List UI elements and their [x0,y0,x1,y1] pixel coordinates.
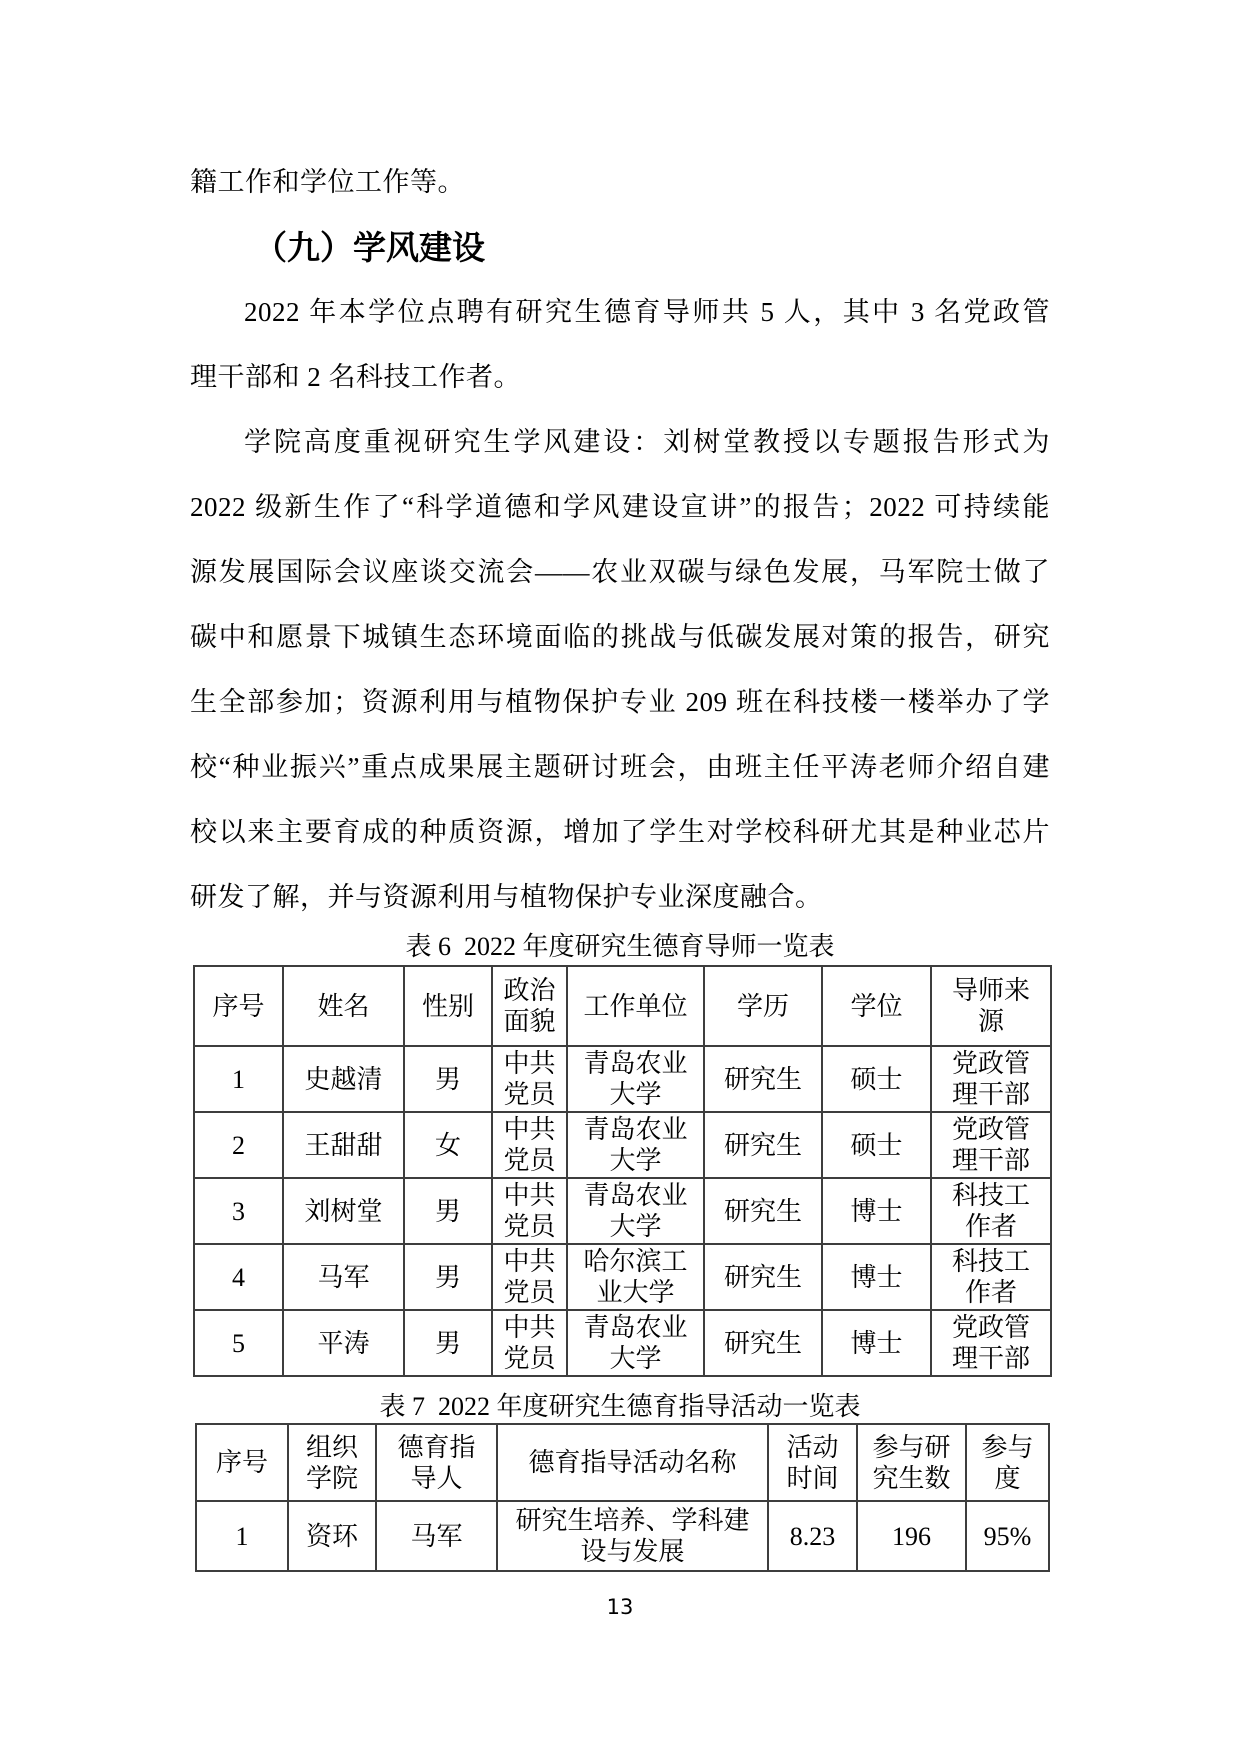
table7-caption: 表 7 2022 年度研究生德育指导活动一览表 [379,1392,861,1421]
table7-header-cell: 德育指导活动名称 [497,1424,768,1501]
paragraph-line: 生全部参加；资源利用与植物保护专业 209 班在科技楼一楼举办了学 [190,687,1050,717]
paragraph-line: 校“种业振兴”重点成果展主题研讨班会，由班主任平涛老师介绍自建 [190,752,1050,782]
table6-header-cell: 导师来源 [931,966,1051,1046]
table6-cell: 5 [194,1310,283,1376]
table7-activity-list [195,1423,1050,1572]
table7-header-cell: 序号 [196,1424,288,1501]
table6-header-cell: 序号 [194,966,283,1046]
paragraph-line: 2022 级新生作了“科学道德和学风建设宣讲”的报告；2022 可持续能 [190,492,1050,522]
table6-cell: 中共党员 [492,1310,567,1376]
table6-cell: 王甜甜 [283,1112,404,1178]
table6-cell: 男 [404,1310,492,1376]
table6-cell: 党政管理干部 [931,1112,1051,1178]
table6-cell: 博士 [822,1244,931,1310]
table7-header-cell: 参与度 [966,1424,1049,1501]
table7-cell: 95% [966,1501,1049,1571]
table6-cell: 博士 [822,1310,931,1376]
table6-cell: 党政管理干部 [931,1310,1051,1376]
table6-cell: 中共党员 [492,1046,567,1112]
table6-cell: 男 [404,1178,492,1244]
table7-header-row [196,1424,1049,1501]
paragraph-line: 源发展国际会议座谈交流会——农业双碳与绿色发展，马军院士做了 [190,557,1050,587]
table6-header-row [194,966,1051,1046]
table6-header-cell: 性别 [404,966,492,1046]
table6-cell: 青岛农业大学 [567,1178,704,1244]
paragraph-line: 学院高度重视研究生学风建设：刘树堂教授以专题报告形式为 [244,427,1050,457]
table6-cell: 研究生 [704,1310,822,1376]
table6-cell: 1 [194,1046,283,1112]
page-number: 13 [606,1595,634,1619]
paragraph-line: 2022 年本学位点聘有研究生德育导师共 5 人，其中 3 名党政管 [244,297,1050,327]
table7-row [196,1501,1049,1571]
table6-row [194,1046,1051,1112]
table6-cell: 平涛 [283,1310,404,1376]
table6-header-cell: 学位 [822,966,931,1046]
table7-cell: 马军 [376,1501,497,1571]
paragraph-line: 碳中和愿景下城镇生态环境面临的挑战与低碳发展对策的报告，研究 [190,622,1050,652]
table6-header-cell: 政治面貌 [492,966,567,1046]
paragraph-line: 校以来主要育成的种质资源，增加了学生对学校科研尤其是种业芯片 [190,817,1050,847]
table6-cell: 男 [404,1046,492,1112]
table7-header-cell: 德育指导人 [376,1424,497,1501]
table6-cell: 中共党员 [492,1244,567,1310]
table7-header-cell: 组织学院 [288,1424,376,1501]
table7-cell: 1 [196,1501,288,1571]
table6-cell: 硕士 [822,1112,931,1178]
table6-mentor-list [193,965,1052,1377]
table6-header-cell: 工作单位 [567,966,704,1046]
table6-cell: 女 [404,1112,492,1178]
table6-cell: 史越清 [283,1046,404,1112]
table6-cell: 博士 [822,1178,931,1244]
paragraph-line: 研发了解，并与资源利用与植物保护专业深度融合。 [190,882,823,912]
table6-row [194,1310,1051,1376]
table6-cell: 马军 [283,1244,404,1310]
table6-cell: 3 [194,1178,283,1244]
table6-cell: 研究生 [704,1244,822,1310]
table6-cell: 科技工作者 [931,1244,1051,1310]
table6-cell: 科技工作者 [931,1178,1051,1244]
table6-cell: 党政管理干部 [931,1046,1051,1112]
table7-cell: 8.23 [768,1501,857,1571]
table6-caption: 表 6 2022 年度研究生德育导师一览表 [405,932,835,961]
table7-cell: 196 [857,1501,966,1571]
table6-cell: 中共党员 [492,1112,567,1178]
table7-cell: 资环 [288,1501,376,1571]
table6-cell: 青岛农业大学 [567,1112,704,1178]
section-heading: （九）学风建设 [254,228,485,267]
table6-cell: 研究生 [704,1046,822,1112]
table6-cell: 男 [404,1244,492,1310]
table6-cell: 刘树堂 [283,1178,404,1244]
table6-cell: 4 [194,1244,283,1310]
table6-cell: 2 [194,1112,283,1178]
table7-header-cell: 活动时间 [768,1424,857,1501]
table6-header-cell: 学历 [704,966,822,1046]
table6-header-cell: 姓名 [283,966,404,1046]
table6-cell: 研究生 [704,1112,822,1178]
body-text [190,150,1050,930]
table6-row [194,1178,1051,1244]
table6-cell: 哈尔滨工业大学 [567,1244,704,1310]
table6-cell: 中共党员 [492,1178,567,1244]
intro-line: 籍工作和学位工作等。 [190,167,465,197]
table6-cell: 研究生 [704,1178,822,1244]
table6-row [194,1112,1051,1178]
table7-header-cell: 参与研究生数 [857,1424,966,1501]
table6-cell: 硕士 [822,1046,931,1112]
paragraph-line: 理干部和 2 名科技工作者。 [190,362,521,392]
table7-cell: 研究生培养、学科建设与发展 [497,1501,768,1571]
table6-cell: 青岛农业大学 [567,1046,704,1112]
table6-row [194,1244,1051,1310]
table6-cell: 青岛农业大学 [567,1310,704,1376]
